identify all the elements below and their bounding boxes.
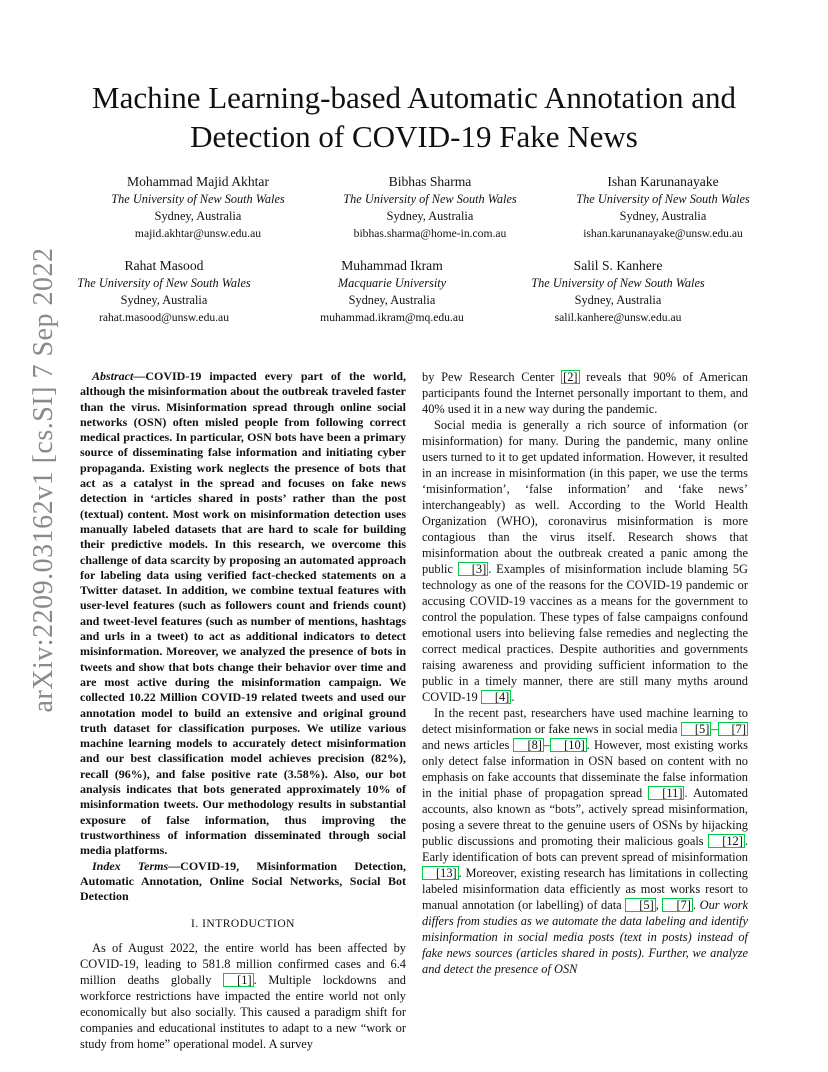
left-column [80,369,406,1052]
author-location: Sydney, Australia [154,209,242,223]
abstract [80,369,406,859]
citation-link[interactable]: [10] [550,738,587,752]
author-block [34,256,294,326]
author-block [68,172,328,242]
author-email: salil.kanhere@unsw.edu.au [554,311,682,324]
citation-link[interactable]: [4] [481,690,511,704]
author-affiliation: The University of New South Wales [531,276,705,290]
body-paragraph: Social media is generally a rich source of information (or misinformation) for many. During the pandemic, many online users turned to it to get updated information. However, it resulted in an increase in misinformation (in this paper, we use the terms ‘misinformation’, ‘false information’ and ‘fake news’ interchangeably) as well. According to the World Health Organization (WHO), coronavirus misinformation is more contagious than the virus itself. Research shows that misinformation about the outbreak created a panic among the public [3] . Examples of misinformation include blaming 5G technology as one of the reasons for the COVID-19 pandemic or accusing COVID-19 vaccines as a means for the government to control the population. These types of false campaigns confound emotional users into believing false remedies and neglecting the correct medical practices. Despite authorities and governments raising awareness and providing sufficient information to the public in a timely manner, there are still many myths around COVID-19 [4] . [422,418,748,704]
paper-title: Machine Learning-based Automatic Annotation and Detection of COVID-19 Fake News [92,80,736,154]
citation-link[interactable]: [5] [681,722,711,736]
citation-link[interactable]: [12] [708,834,745,848]
index-terms-label: Index Terms [92,858,169,873]
citation-link[interactable]: [5] [625,898,655,912]
author-name: Muhammad Ikram [341,258,443,273]
body-paragraph [422,705,748,977]
citation-link[interactable]: [11] [648,786,684,800]
abstract-label: Abstract [92,369,134,383]
author-block [300,172,560,242]
author-email: rahat.masood@unsw.edu.au [98,311,230,324]
author-location: Sydney, Australia [348,293,436,307]
author-affiliation: The University of New South Wales [343,192,517,206]
body-paragraph-text: In the recent past, researchers have used machine learning to detect misinformation or fake news in social media [5] – [7] and news articles [8] – [10] . However, most existing works only detect false information in OSN based on content with no emphasis on fake accounts that disseminate the false information in the initial phase of propagation spread [11] . Automated accounts, also known as “bots”, actively spread misinformation, posing a severe threat to the genuine users of OSNs by hijacking public discussions and promoting their malicious goals [12] . Early identification of bots can prevent spread of misinformation [13] . Moreover, existing research has limitations in collecting labeled misinformation data efficiently as most works resort to manual annotation (or labelling) of data [5] , [7] . [422,706,748,912]
author-name: Salil S. Kanhere [573,258,663,273]
arxiv-sidebar [24,210,64,750]
author-location: Sydney, Australia [574,293,662,307]
author-block [488,256,748,326]
citation-link[interactable]: [1] [223,973,253,987]
author-block [262,256,522,326]
author-name: Bibhas Sharma [388,174,472,189]
author-name: Mohammad Majid Akhtar [127,174,269,189]
right-column [422,369,748,977]
index-terms [80,859,406,905]
author-location: Sydney, Australia [619,209,707,223]
section-heading: I. INTRODUCTION [191,918,295,931]
abstract-text: —COVID-19 impacted every part of the world, although the misinformation about the outbreak traveled faster than the virus. Misinformation spread through online social networks (OSN) often misled people from following correct medical practices. In particular, OSN bots have been a primary source of disseminating false information and initiating cyber propaganda. Existing work neglects the presence of bots that act as a catalyst in the spread and focuses on fake news detection in ‘articles shared in posts’ rather than the post (textual) content. Most work on misinformation detection uses manually labeled datasets that are hard to scale for building their predictive models. In this research, we overcome this challenge of data scarcity by proposing an automated approach for labeling data using verified fact-checked statements on a Twitter dataset. In addition, we combine textual features with user-level features (such as followers count and friends count) and tweet-level features (such as number of mentions, hashtags and urls in a tweet) to act as additional indicators to detect misinformation. Moreover, we analyzed the presence of bots in tweets and show that bots change their behavior over time and are most active during the misinformation campaign. We collected 10.22 Million COVID-19 related tweets and used our annotation model to build an extensive and original ground truth dataset for classification purposes. We utilize various machine learning models to accurately detect misinformation and our best classification model achieves precision (82%), recall (96%), and false positive rate (3.58%). Also, our bot analysis indicates that bots generated approximately 10% of misinformation tweets. Our methodology results in substantial exposure of false information, thus improving the trustworthiness of information disseminated through social media platforms. [80,369,406,858]
author-block [533,172,793,242]
author-affiliation: The University of New South Wales [576,192,750,206]
citation-link[interactable]: [3] [458,562,488,576]
intro-paragraph: As of August 2022, the entire world has been affected by COVID-19, leading to 581.8 million confirmed cases and 6.4 million deaths globally [1] . Multiple lockdowns and workforce restrictions have impacted the entire world not only economically but also socially. This caused a paradigm shift for companies and educational institutes to adapt to a new “work or study from home” operational model. A survey [80,940,406,1051]
index-terms-text: —COVID-19, Misinformation Detection, Automatic Annotation, Online Social Networks, Social Bot Detection [80,858,406,904]
author-location: Sydney, Australia [386,209,474,223]
citation-link[interactable]: [7] [662,898,692,912]
author-location: Sydney, Australia [120,293,208,307]
author-affiliation: The University of New South Wales [77,276,251,290]
author-affiliation: Macquarie University [337,276,447,290]
citation-link[interactable]: [13] [422,866,459,880]
author-affiliation: The University of New South Wales [111,192,285,206]
citation-link[interactable]: [7] [718,722,748,736]
body-paragraph: by Pew Research Center [2] reveals that 90% of American participants found the Internet personally important to them, and 40% used it in a new way during the pandemic. [422,370,748,416]
arxiv-identifier: arXiv:2209.03162v1 [cs.SI] 7 Sep 2022 [28,247,59,713]
author-email: muhammad.ikram@mq.edu.au [320,311,464,324]
author-email: ishan.karunanayake@unsw.edu.au [583,227,743,240]
author-name: Rahat Masood [124,258,204,273]
emphasis-text: Our work differs from studies as we automate the data labeling and identify misinformation in social media posts (text in posts) instead of fake news sources (articles shared in posts). Further, we analyze and detect the presence of OSN [422,898,748,976]
author-email: bibhas.sharma@home-in.com.au [353,227,507,240]
author-name: Ishan Karunanayake [607,174,719,189]
author-email: majid.akhtar@unsw.edu.au [134,227,262,240]
citation-link[interactable]: [8] [513,738,543,752]
citation-link[interactable]: [2] [563,370,578,384]
